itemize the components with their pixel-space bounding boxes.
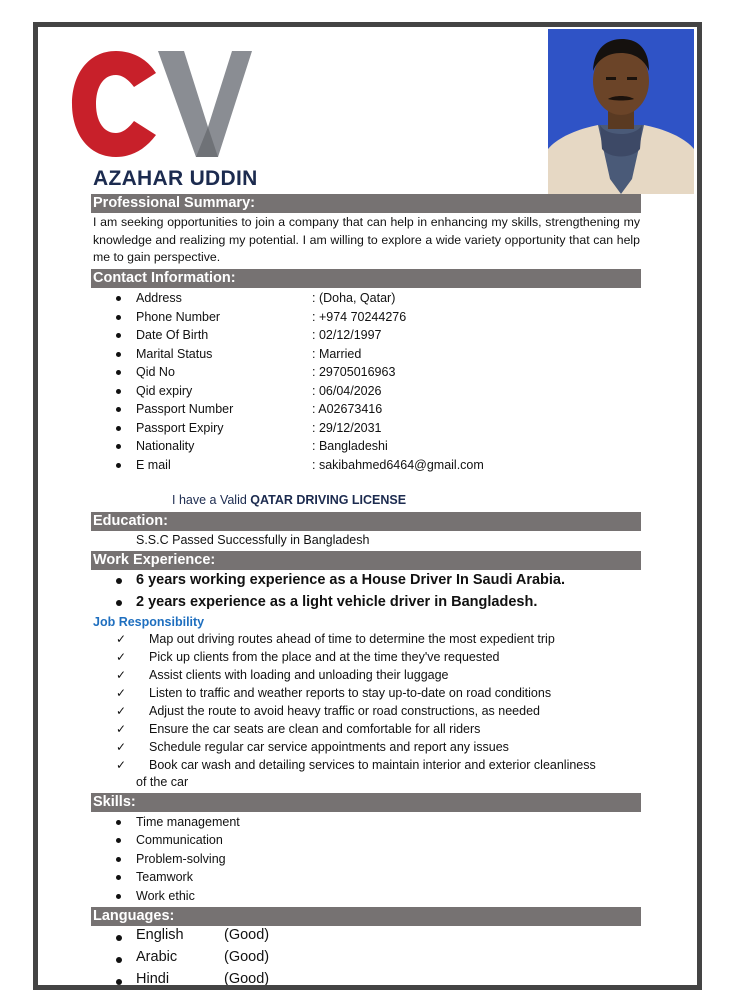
work-item: 6 years working experience as a House Driver In Saudi Arabia. [136,572,566,588]
responsibility-continuation: of the car [136,775,189,789]
summary-text: I am seeking opportunities to join a company that can help in enhancing my skills, strengthening my knowledge and realizing my potential. I am willing to explore a wide variety opportunity that can help me to gain perspective. [93,215,640,264]
skill-item: Teamwork [136,870,193,884]
summary-heading: Professional Summary: [91,194,641,213]
contact-label: Marital Status [136,347,213,361]
skill-item: Work ethic [136,889,195,903]
check-icon: ✓ [116,704,127,718]
license-type: QATAR DRIVING LICENSE [250,493,407,507]
education-text: S.S.C Passed Successfully in Bangladesh [136,533,370,547]
contact-value: : 29705016963 [312,365,396,379]
job-responsibility-heading: Job Responsibility [93,615,205,629]
contact-label: Phone Number [136,310,221,324]
check-icon: ✓ [116,668,127,682]
responsibility-item: Listen to traffic and weather reports to stay up-to-date on road conditions [149,686,552,700]
education-heading: Education: [91,512,641,531]
language-name: Arabic [136,949,178,965]
license-prefix: I have a Valid [172,493,251,507]
contact-value: : (Doha, Qatar) [312,291,396,305]
language-level: (Good) [224,927,270,943]
skill-item: Communication [136,833,223,847]
contact-value: : +974 70244276 [312,310,407,324]
driving-license-note [172,492,406,508]
check-icon: ✓ [116,632,127,646]
contact-value: : 02/12/1997 [312,328,382,342]
responsibility-item: Map out driving routes ahead of time to determine the most expedient trip [149,632,555,646]
profile-photo [548,29,694,194]
language-level: (Good) [224,949,270,965]
responsibility-item: Adjust the route to avoid heavy traffic or road constructions, as needed [149,704,540,718]
candidate-name: AZAHAR UDDIN [93,167,258,190]
contact-label: Passport Expiry [136,421,224,435]
responsibility-item: Pick up clients from the place and at the time they've requested [149,650,500,664]
responsibility-item: Book car wash and detailing services to maintain interior and exterior cleanliness [149,758,596,772]
contact-label: Nationality [136,439,195,453]
contact-label: Address [136,291,182,305]
contact-label: E mail [136,458,171,472]
responsibility-item: Schedule regular car service appointments and report any issues [149,740,509,754]
skill-item: Time management [136,815,240,829]
languages-heading: Languages: [91,907,641,926]
contact-label: Passport Number [136,402,234,416]
contact-heading: Contact Information: [91,269,641,288]
contact-value: : Married [312,347,362,361]
cv-logo [68,49,253,159]
contact-label: Date Of Birth [136,328,209,342]
check-icon: ✓ [116,650,127,664]
responsibility-item: Assist clients with loading and unloading their luggage [149,668,449,682]
contact-value: : sakibahmed6464@gmail.com [312,458,484,472]
contact-value: : 29/12/2031 [312,421,382,435]
check-icon: ✓ [116,740,127,754]
language-name: English [136,927,184,943]
responsibility-item: Ensure the car seats are clean and comfortable for all riders [149,722,481,736]
contact-label: Qid expiry [136,384,193,398]
contact-value: : Bangladeshi [312,439,388,453]
cv-page [33,22,702,990]
check-icon: ✓ [116,758,127,772]
contact-label: Qid No [136,365,175,379]
check-icon: ✓ [116,722,127,736]
contact-value: : A02673416 [312,402,383,416]
language-level: (Good) [224,971,270,987]
work-heading: Work Experience: [91,551,641,570]
check-icon: ✓ [116,686,127,700]
skills-heading: Skills: [91,793,641,812]
work-item: 2 years experience as a light vehicle driver in Bangladesh. [136,594,538,610]
skill-item: Problem-solving [136,852,226,866]
language-name: Hindi [136,971,170,987]
contact-value: : 06/04/2026 [312,384,382,398]
